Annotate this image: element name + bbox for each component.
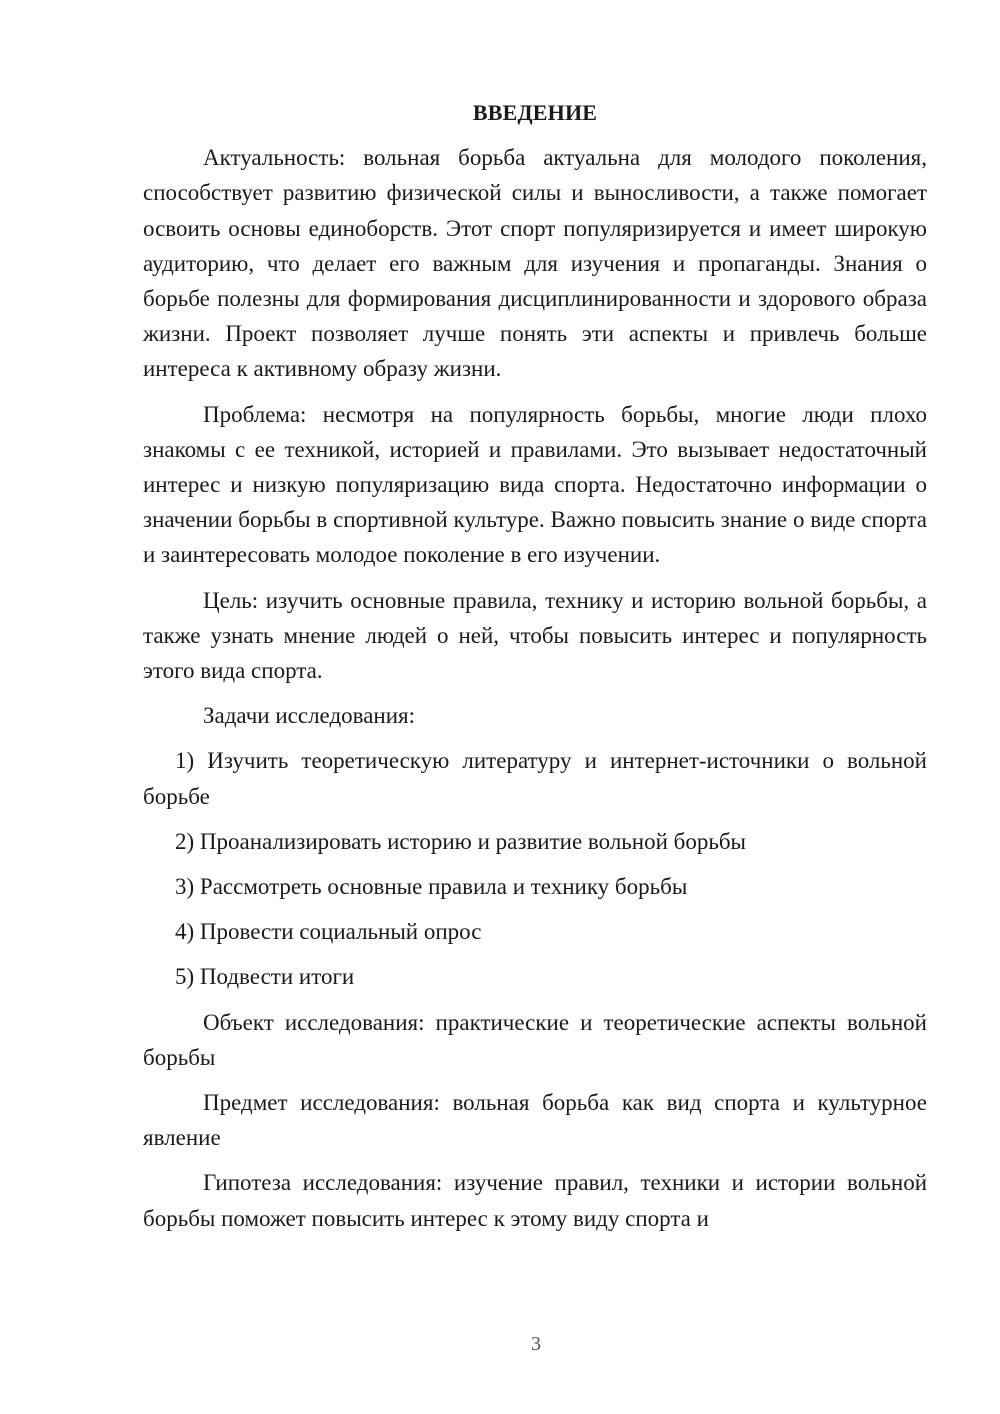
page-number: 3 [531,1333,541,1355]
list-item-task-4: 4) Провести социальный опрос [175,919,482,945]
paragraph-object: Объект исследования: практические и теоретические аспекты вольной борьбы [143,1009,927,1070]
list-item-task-5: 5) Подвести итоги [175,964,355,990]
paragraph-problem: Проблема: несмотря на популярность борьбы, многие люди плохо знакомы с ее техникой, историей и правилами. Это вызывает недостаточный интерес и низкую популяризацию вида спорта. Недостаточно информации о значении борьбы в спортивной культуре. Важно повысить знание о виде спорта и заинтересовать молодое поколение в его изучении. [143,401,927,568]
paragraph-subject: Предмет исследования: вольная борьба как вид спорта и культурное явление [143,1090,927,1151]
list-item-task-1: 1) Изучить теоретическую литературу и интернет-источники о вольной борьбе [143,748,927,809]
section-title: ВВЕДЕНИЕ [472,100,598,125]
paragraph-hypothesis: Гипотеза исследования: изучение правил, техники и истории вольной борьбы поможет повысить интерес к этому виду спорта и [143,1170,927,1231]
tasks-heading: Задачи исследования: [203,703,416,729]
paragraph-relevance: Актуальность: вольная борьба актуальна для молодого поколения, способствует развитию физической силы и выносливости, а также помогает освоить основы единоборств. Этот спорт популяризируется и имеет широкую аудиторию, что делает его важным для изучения и пропаганды. Знания о борьбе полезны для формирования дисциплинированности и здорового образа жизни. Проект позволяет лучше понять эти аспекты и привлечь больше интереса к активному образу жизни. [143,145,927,382]
list-item-task-3: 3) Рассмотреть основные правила и технику борьбы [175,874,688,900]
list-item-task-2: 2) Проанализировать историю и развитие вольной борьбы [175,828,747,854]
paragraph-goal: Цель: изучить основные правила, технику и историю вольной борьбы, а также узнать мнение людей о ней, чтобы повысить интерес и популярность этого вида спорта. [143,587,927,684]
page-content [143,95,927,1246]
